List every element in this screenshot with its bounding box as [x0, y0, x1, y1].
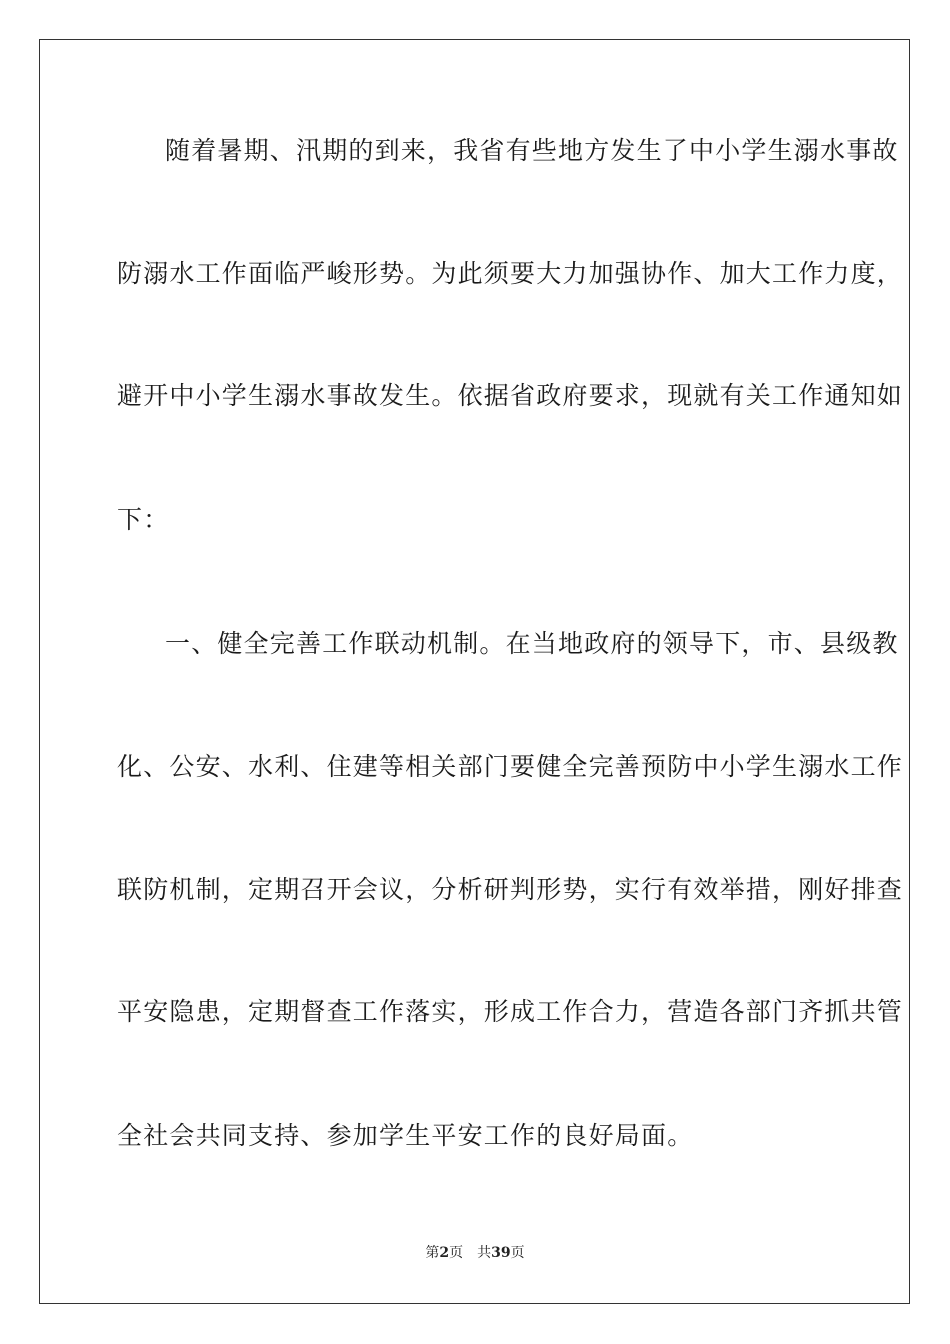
- paragraph-1-line-3: 避开中小学生溺水事故发生。依据省政府要求，现就有关工作通知如: [117, 381, 904, 410]
- page-number: 2: [439, 1245, 450, 1261]
- paragraph-2-line-3: 联防机制，定期召开会议，分析研判形势，实行有效举措，刚好排查: [117, 875, 904, 904]
- total-prefix: 共: [477, 1245, 492, 1261]
- paragraph-2-line-2: 化、公安、水利、住建等相关部门要健全完善预防中小学生溺水工作: [117, 752, 904, 781]
- page-suffix: 页: [449, 1245, 464, 1261]
- total-suffix: 页: [510, 1245, 525, 1261]
- paragraph-1-line-2: 防溺水工作面临严峻形势。为此须要大力加强协作、加大工作力度，: [117, 259, 904, 288]
- total-pages: 39: [491, 1245, 511, 1261]
- paragraph-1-line-4: 下：: [117, 505, 170, 534]
- page-prefix: 第: [425, 1245, 440, 1261]
- page-footer: [0, 1244, 950, 1262]
- paragraph-2-line-4: 平安隐患，定期督查工作落实，形成工作合力，营造各部门齐抓共管: [117, 997, 904, 1026]
- paragraph-2-line-1: 一、健全完善工作联动机制。在当地政府的领导下，市、县级教: [165, 629, 899, 658]
- paragraph-1-line-1: 随着暑期、汛期的到来，我省有些地方发生了中小学生溺水事故: [165, 136, 899, 165]
- paragraph-2-line-5: 全社会共同支持、参加学生平安工作的良好局面。: [117, 1121, 694, 1150]
- page-border: [39, 39, 910, 1304]
